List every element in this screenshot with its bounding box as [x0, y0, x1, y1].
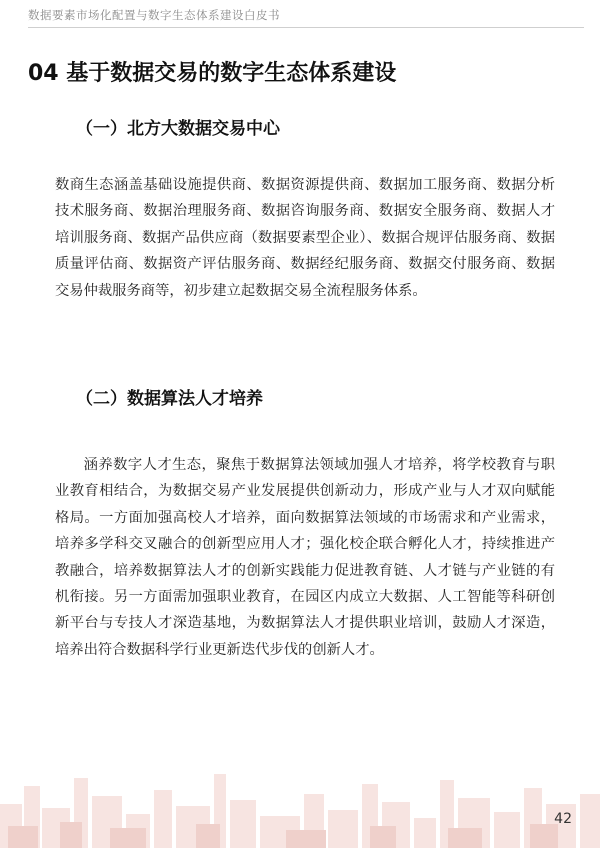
- section-heading-1: （一）北方大数据交易中心: [76, 119, 280, 139]
- page-number: 42: [554, 811, 572, 827]
- section-heading-2: （二）数据算法人才培养: [76, 389, 263, 409]
- section-paragraph-1: 数商生态涵盖基础设施提供商、数据资源提供商、数据加工服务商、数据分析技术服务商、数据治理服务商、数据咨询服务商、数据安全服务商、数据人才培训服务商、数据产品供应商（数据要素型企业）、数据合规评估服务商、数据质量评估商、数据资产评估服务商、数据经纪服务商、数据交付服务商、数据交易仲裁服务商等，初步建立起数据交易全流程服务体系。: [55, 177, 555, 299]
- header-divider: [28, 27, 584, 28]
- section-paragraph-2: 涵养数字人才生态，聚焦于数据算法领域加强人才培养，将学校教育与职业教育相结合，为数据交易产业发展提供创新动力，形成产业与人才双向赋能格局。一方面加强高校人才培养，面向数据算法领域的市场需求和产业需求，培养多学科交叉融合的创新型应用人才；强化校企联合孵化人才，持续推进产教融合，培养数据算法人才的创新实践能力促进教育链、人才链与产业链的有机衔接。另一方面需加强职业教育，在园区内成立大数据、人工智能等科研创新平台与专技人才深造基地，为数据算法人才提供职业培训，鼓励人才深造，培养出符合数据科学行业更新迭代步伐的创新人才。: [55, 457, 555, 658]
- chapter-title: 04 基于数据交易的数字生态体系建设: [28, 61, 397, 86]
- city-skyline-decoration: [0, 756, 600, 848]
- running-header: 数据要素市场化配置与数字生态体系建设白皮书: [28, 8, 280, 22]
